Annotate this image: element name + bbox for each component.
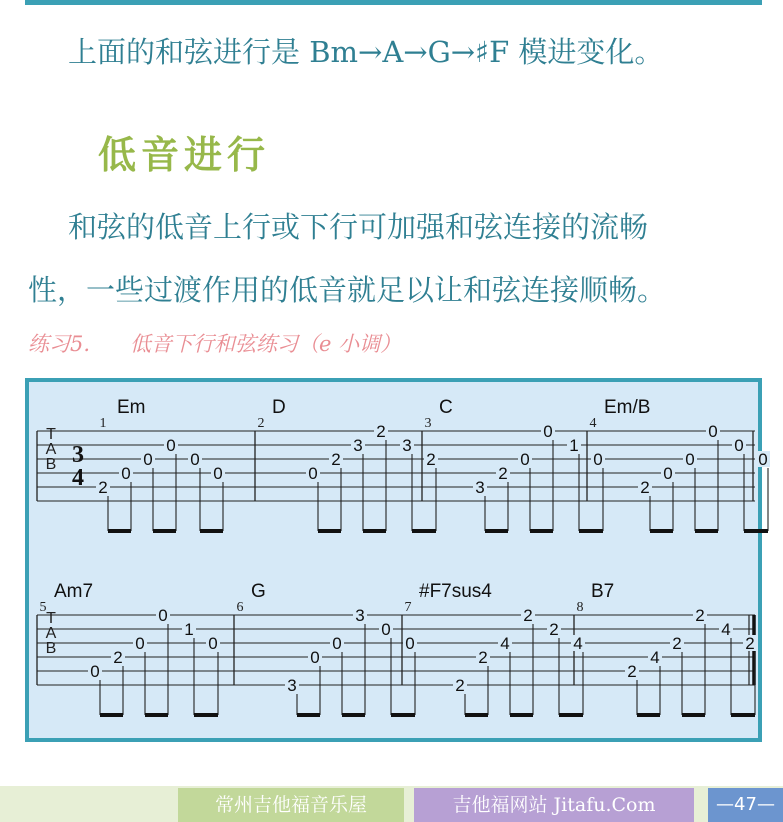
chord-name: G <box>251 581 266 602</box>
tab-letter: B <box>45 456 57 473</box>
fret-number: 0 <box>685 450 695 469</box>
body-line-2: 性，一些过渡作用的低音就足以让和弦连接顺畅。 <box>28 273 667 307</box>
fret-number: 0 <box>593 450 603 469</box>
fret-number: 2 <box>523 606 533 625</box>
fret-number: 0 <box>520 450 530 469</box>
fret-number: 2 <box>745 634 755 653</box>
measure-number: 4 <box>589 416 597 431</box>
measure-number: 5 <box>39 600 47 615</box>
fret-number: 0 <box>758 450 768 469</box>
time-sig-bottom: 4 <box>72 465 84 491</box>
chord-name: #F7sus4 <box>419 581 492 602</box>
fret-number: 0 <box>143 450 153 469</box>
fret-number: 2 <box>695 606 705 625</box>
measure-number: 3 <box>424 416 432 431</box>
chord-name: Am7 <box>54 581 94 602</box>
tab-letter: T <box>46 610 56 627</box>
fret-number: 4 <box>500 634 510 653</box>
fret-number: 2 <box>478 648 488 667</box>
fret-number: 4 <box>650 648 660 667</box>
fret-number: 0 <box>190 450 200 469</box>
fret-number: 2 <box>98 478 108 497</box>
fret-number: 0 <box>543 422 553 441</box>
measure-number: 7 <box>404 600 412 615</box>
fret-number: 2 <box>426 450 436 469</box>
chord-name: C <box>439 397 453 418</box>
fret-number: 0 <box>213 464 223 483</box>
measure-number: 2 <box>257 416 265 431</box>
chord-name: D <box>272 397 286 418</box>
guitar-tab-box <box>25 378 768 742</box>
fret-number: 2 <box>331 450 341 469</box>
measure-number: 1 <box>99 416 107 431</box>
tab-letter: T <box>46 426 56 443</box>
fret-number: 0 <box>663 464 673 483</box>
fret-number: 4 <box>573 634 583 653</box>
fret-number: 3 <box>287 676 297 695</box>
fret-number: 2 <box>672 634 682 653</box>
fret-number: 0 <box>166 436 176 455</box>
exercise-label: 练习5. <box>28 332 91 356</box>
exercise-caption <box>28 328 401 358</box>
fret-number: 0 <box>310 648 320 667</box>
page-number: —47— <box>708 788 783 822</box>
fret-number: 1 <box>184 620 194 639</box>
fret-number: 0 <box>381 620 391 639</box>
fret-number: 2 <box>640 478 650 497</box>
chord-name: Em <box>117 397 146 418</box>
fret-number: 0 <box>121 464 131 483</box>
measure-number: 6 <box>236 600 244 615</box>
fret-number: 3 <box>353 436 363 455</box>
fret-number: 2 <box>455 676 465 695</box>
fret-number: 1 <box>569 436 579 455</box>
footer-site-cn: 常州吉他福音乐屋 <box>178 788 404 822</box>
fret-number: 0 <box>734 436 744 455</box>
fret-number: 2 <box>549 620 559 639</box>
body-line-1: 和弦的低音上行或下行可加强和弦连接的流畅 <box>68 210 649 244</box>
chord-name: Em/B <box>604 397 651 418</box>
fret-number: 0 <box>90 662 100 681</box>
footer-site-web: 吉他福网站 Jitafu.Com <box>414 788 694 822</box>
section-title: 低音进行 <box>98 133 271 177</box>
fret-number: 4 <box>721 620 731 639</box>
tablature-svg <box>29 382 768 738</box>
fret-number: 0 <box>708 422 718 441</box>
fret-number: 2 <box>498 464 508 483</box>
fret-number: 2 <box>376 422 386 441</box>
tab-letter: B <box>45 640 57 657</box>
tab-letter: A <box>45 441 57 458</box>
fret-number: 2 <box>627 662 637 681</box>
fret-number: 0 <box>405 634 415 653</box>
chord-name: B7 <box>591 581 615 602</box>
fret-number: 0 <box>135 634 145 653</box>
fret-number: 0 <box>208 634 218 653</box>
time-sig-top: 3 <box>72 442 84 468</box>
fret-number: 3 <box>402 436 412 455</box>
fret-number: 0 <box>308 464 318 483</box>
fret-number: 2 <box>113 648 123 667</box>
intro-text: 上面的和弦进行是 Bm→A→G→♯F 模进变化。 <box>68 35 664 69</box>
tab-letter: A <box>45 625 57 642</box>
fret-number: 3 <box>475 478 485 497</box>
measure-number: 8 <box>576 600 584 615</box>
fret-number: 0 <box>158 606 168 625</box>
fret-number: 0 <box>332 634 342 653</box>
fret-number: 3 <box>355 606 365 625</box>
top-border <box>25 0 762 5</box>
exercise-title: 低音下行和弦练习（e 小调） <box>130 332 402 356</box>
